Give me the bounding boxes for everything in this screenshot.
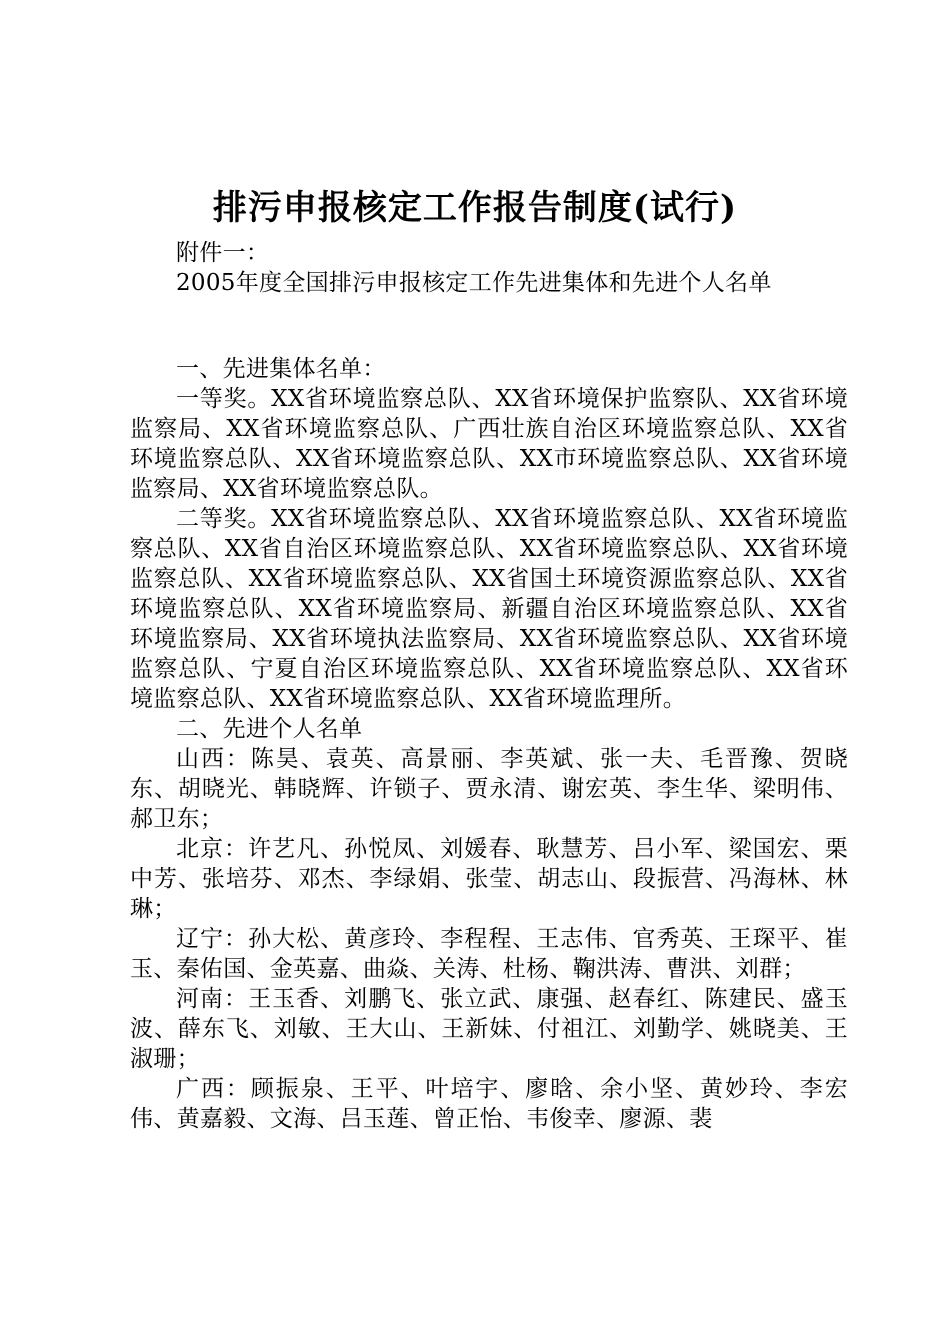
first-prize-paragraph: 一等奖。XX省环境监察总队、XX省环境保护监察队、XX省环境监察局、XX省环境监察总队、广西壮族自治区环境监察总队、XX省环境监察总队、XX省环境监察总队、XX市环境监察总队、XX省环境监察局、XX省环境监察总队。 <box>130 386 848 502</box>
liaoning-paragraph: 辽宁：孙大松、黄彦玲、李程程、王志伟、官秀英、王琛平、崔玉、秦佑国、金英嘉、曲焱、关涛、杜杨、鞠洪涛、曹洪、刘群； <box>130 926 848 982</box>
shanxi-paragraph: 山西：陈昊、袁英、高景丽、李英斌、张一夫、毛晋豫、贺晓东、胡晓光、韩晓辉、许锁子、贾永清、谢宏英、李生华、梁明伟、郝卫东； <box>130 746 848 832</box>
henan-paragraph: 河南：王玉香、刘鹏飞、张立武、康强、赵春红、陈建民、盛玉波、薛东飞、刘敏、王大山、王新妹、付祖江、刘勤学、姚晓美、王淑珊； <box>130 986 848 1072</box>
guangxi-paragraph: 广西：顾振泉、王平、叶培宇、廖晗、余小坚、黄妙玲、李宏伟、黄嘉毅、文海、吕玉莲、曾正怡、韦俊幸、廖源、裴 <box>130 1076 848 1132</box>
attachment-label: 附件一： <box>176 240 270 266</box>
blank-line <box>130 298 848 354</box>
section2-heading: 二、先进个人名单 <box>176 716 363 742</box>
beijing-paragraph: 北京：许艺凡、孙悦凤、刘媛春、耿慧芳、吕小军、梁国宏、栗中芳、张培芬、邓杰、李绿娟、张莹、胡志山、段振营、冯海林、林琳； <box>130 836 848 922</box>
document-body <box>130 238 848 1134</box>
second-prize-paragraph: 二等奖。XX省环境监察总队、XX省环境监察总队、XX省环境监察总队、XX省自治区环境监察总队、XX省环境监察总队、XX省环境监察总队、XX省环境监察总队、XX省国土环境资源监察总队、XX省环境监察总队、XX省环境监察局、新疆自治区环境监察总队、XX省环境监察局、XX省环境执法监察局、XX省环境监察总队、XX省环境监察总队、宁夏自治区环境监察总队、XX省环境监察总队、XX省环境监察总队、XX省环境监察总队、XX省环境监理所。 <box>130 506 848 712</box>
list-title: 2005年度全国排污申报核定工作先进集体和先进个人名单 <box>176 270 772 296</box>
document-title: 排污申报核定工作报告制度(试行) <box>212 188 738 228</box>
section1-heading: 一、先进集体名单： <box>176 356 386 382</box>
